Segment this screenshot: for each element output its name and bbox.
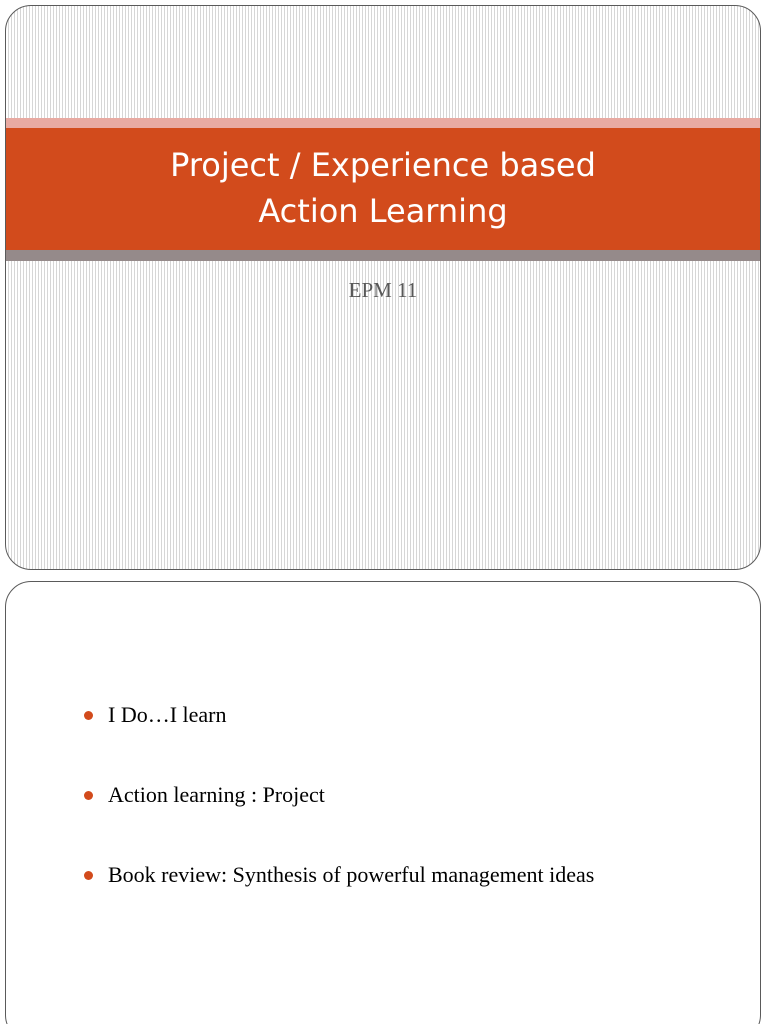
- bullet-text: I Do…I learn: [108, 702, 227, 727]
- title-band-top-stripe: [6, 118, 760, 128]
- bullet-dot-icon: [84, 791, 93, 800]
- content-slide: [5, 581, 761, 1024]
- slide-title: [6, 142, 760, 234]
- slide-title-line-2: Action Learning: [258, 192, 508, 230]
- bullet-text: Action learning : Project: [108, 782, 325, 807]
- slide-subtitle: EPM 11: [348, 278, 418, 302]
- bullet-text: Book review: Synthesis of powerful management ideas: [108, 862, 595, 887]
- title-slide: [5, 5, 761, 570]
- bullet-dot-icon: [84, 871, 93, 880]
- bullet-dot-icon: [84, 711, 93, 720]
- title-band-bottom-stripe: [6, 250, 760, 261]
- slide-title-line-1: Project / Experience based: [170, 146, 596, 184]
